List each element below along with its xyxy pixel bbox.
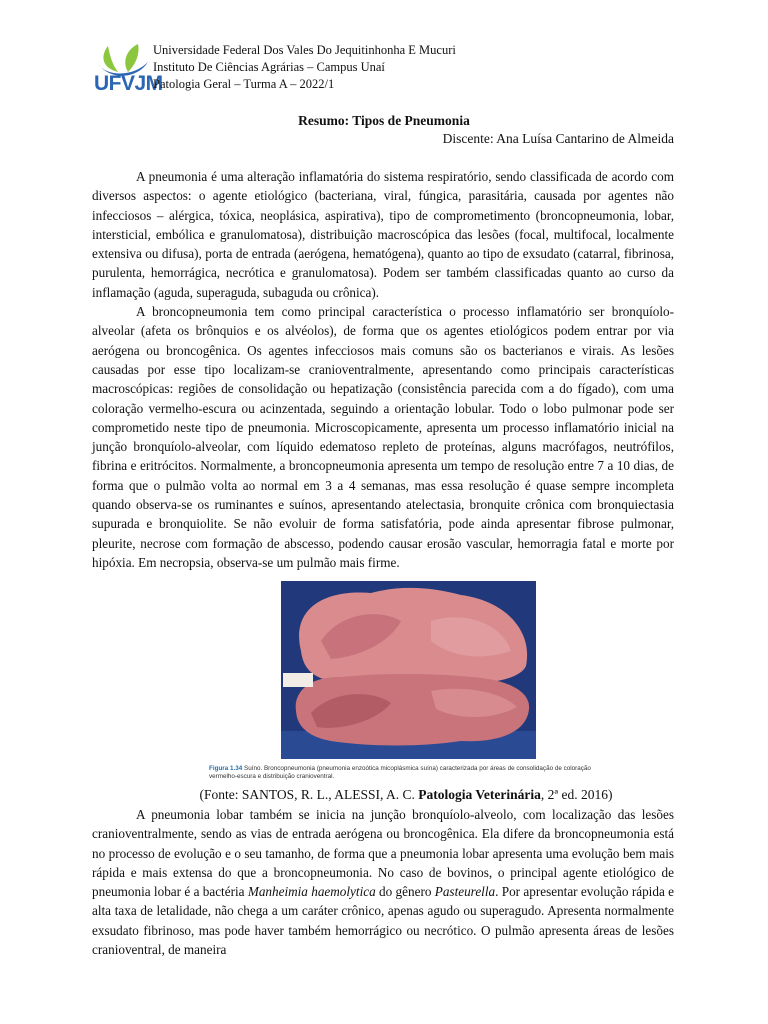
- figure-caption-text: Suíno. Broncopneumonia (pneumonia enzoótica micoplásmica suína) caracterizada por áreas de consolidação de coloração vermelho-escura e distribuição cranioventral.: [209, 765, 591, 780]
- paragraph-lobar-part-3: . Por apresentar evolução rápida e alta taxa de letalidade, não chega a um caráter crônico, apenas agudo ou superagudo. Apresenta normalmente exsudato fibrinoso, mas pode haver também hemorrágico ou necrótico. O pulmão apresenta áreas de lesões cranioventral, de maneira: [92, 884, 674, 958]
- source-book-title: Patologia Veterinária: [418, 787, 541, 802]
- institute-name: Instituto De Ciências Agrárias – Campus Unaí: [153, 60, 385, 74]
- header-institution: [153, 42, 456, 93]
- genus-name: Pasteurella: [434, 884, 496, 900]
- paragraph-lobar: [92, 805, 674, 959]
- figure-source: [0, 787, 768, 803]
- source-prefix: (Fonte: SANTOS, R. L., ALESSI, A. C.: [199, 787, 419, 802]
- paragraph-lobar-part-2: do gênero: [375, 884, 435, 900]
- author-line: Discente: Ana Luísa Cantarino de Almeida: [442, 131, 674, 146]
- figure-caption: [209, 765, 609, 780]
- paragraph-lobar-part-1: A pneumonia lobar também se inicia na junção bronquíolo-alveolo, com localização das lesões cranioventralmente, sendo as vias de entrada aerógena ou broncogênica. Ela difere da broncopneumonia está no processo de evolução e o seu tamanho, de forma que a pneumonia lobar apresenta uma evolução bem mais rápida e mais extensa do que a broncopneumonia. No caso de bovinos, o principal agente etiológico de pneumonia lobar é a bactéria: [92, 807, 674, 900]
- course-name: Patologia Geral – Turma A – 2022/1: [153, 77, 335, 91]
- body-section-2: [92, 805, 674, 959]
- body-section-1: [92, 167, 674, 572]
- logo-wordmark: UFVJM: [94, 72, 163, 95]
- figure-number: Figura 1.34: [209, 765, 243, 772]
- university-name: Universidade Federal Dos Vales Do Jequitinhonha E Mucuri: [153, 43, 456, 57]
- paragraph-intro: A pneumonia é uma alteração inflamatória do sistema respiratório, sendo classificada de acordo com diversos aspectos: o agente etiológico (bacteriana, viral, fúngica, parasitária, causada por agentes não infecciosos – alérgica, tóxica, neoplásica, aspirativa), tipo de comprometimento (broncopneumonia, lobar, intersticial, embólica e granulomatosa), distribuição macroscópica das lesões (focal, multifocal, localmente extensiva ou difusa), porta de entrada (aerógena, hematógena), quanto ao tipo de exsudato (catarral, fibrinosa, purulenta, hemorrágica, necrótica e granulomatosa). Podem ser também classificadas quanto ao curso da inflamação (aguda, superaguda, subaguda ou crônica).: [92, 169, 674, 300]
- lung-photo: [281, 581, 536, 759]
- paragraph-broncopneumonia: A broncopneumonia tem como principal característica o processo inflamatório ser bronquíolo-alveolar (afeta os brônquios e os alvéolos), de forma que os agentes etiológicos podem entrar por via aerógena ou broncogênica. Os agentes infecciosos mais comuns são os bacterianos e virais. As lesões causadas por esse tipo localizam-se cranioventralmente, apresentando como principais características macroscópicas: regiões de consolidação ou hepatização (consistência parecida com a do fígado), com uma coloração vermelho-escura ou acinzentada, seguindo a orientação lobular. Todo o lobo pulmonar pode ser comprometido neste tipo de pneumonia. Microscopicamente, apresenta um processo inflamatório inicial na junção bronquíolo-alveolar, com líquido edematoso repleto de proteínas, alguns macrófagos, neutrófilos, fibrina e eritrócitos. Normalmente, a broncopneumonia apresenta um tempo de resolução entre 7 a 10 dias, de forma que o pulmão volta ao normal em 3 a 4 semanas, mas essa resolução é quase sempre incompleta quando observa-se os ruminantes e suínos, apresentando atelectasia, bronquite crônica com bronquiectasia supurada e bronquiolite. Se não evoluir de forma satisfatória, pode ainda apresentar fibrose pulmonar, pleurite, necrose com formação de abscesso, podendo causar erosão vascular, hemorragia fatal e morte por hipóxia. Em necropsia, observa-se um pulmão mais firme.: [92, 304, 674, 570]
- source-suffix: , 2ª ed. 2016): [540, 787, 613, 802]
- species-name: Manheimia haemolytica: [247, 884, 376, 900]
- document-title: Resumo: Tipos de Pneumonia: [298, 113, 470, 128]
